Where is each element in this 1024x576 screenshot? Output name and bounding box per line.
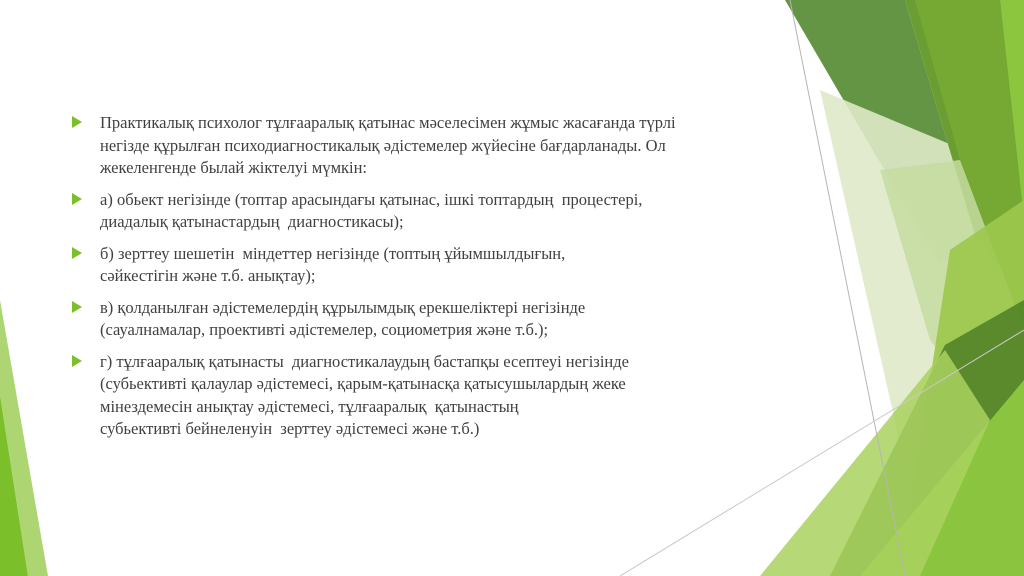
bullet-line: Практикалық психолог тұлғааралық қатынас мәселесімен жұмыс жасағанда түрлі <box>100 113 676 132</box>
bullet-line: диадалық қатынастардың диагностикасы); <box>100 212 404 231</box>
bullet-line: негізде құрылған психодиагностикалық әдістемелер жүйесіне бағдарланады. Ол <box>100 135 666 155</box>
bullet-line: жекеленгенде былай жіктелуі мүмкін: <box>100 158 368 177</box>
bullet-b <box>72 243 792 288</box>
triangle-bullet-icon <box>72 301 82 313</box>
bullet-line: субьективті бейнеленуін зерттеу әдістемесі және т.б.) <box>100 419 480 438</box>
bullet-line: г) тұлғааралық қатынасты диагностикалаудың бастапқы есептеуі негізінде <box>100 351 629 371</box>
bullet-line: (сауалнамалар, проективті әдістемелер, социометрия және т.б.); <box>100 320 549 339</box>
triangle-bullet-icon <box>72 116 82 128</box>
triangle-bullet-icon <box>72 247 82 259</box>
bullet-line: (субьективті қалаулар әдістемесі, қарым-қатынасқа қатысушылардың жеке <box>100 374 626 393</box>
triangle-bullet-icon <box>72 355 82 367</box>
bullet-g <box>72 351 792 441</box>
bullet-line: а) обьект негізінде (топтар арасындағы қатынас, ішкі топтардың процестері, <box>100 189 643 209</box>
bullet-intro <box>72 112 792 180</box>
bullet-line: б) зерттеу шешетін міндеттер негізінде (топтың ұйымшылдығын, <box>100 243 566 263</box>
bullet-line: мінездемесін анықтау әдістемесі, тұлғааралық қатынастың <box>100 396 519 416</box>
triangle-bullet-icon <box>72 193 82 205</box>
bullet-list <box>72 112 792 450</box>
bullet-a <box>72 189 792 234</box>
bullet-v <box>72 297 792 342</box>
bullet-line: в) қолданылған әдістемелердің құрылымдық ерекшеліктері негізінде <box>100 297 586 317</box>
bullet-line: сәйкестігін және т.б. анықтау); <box>100 266 316 285</box>
